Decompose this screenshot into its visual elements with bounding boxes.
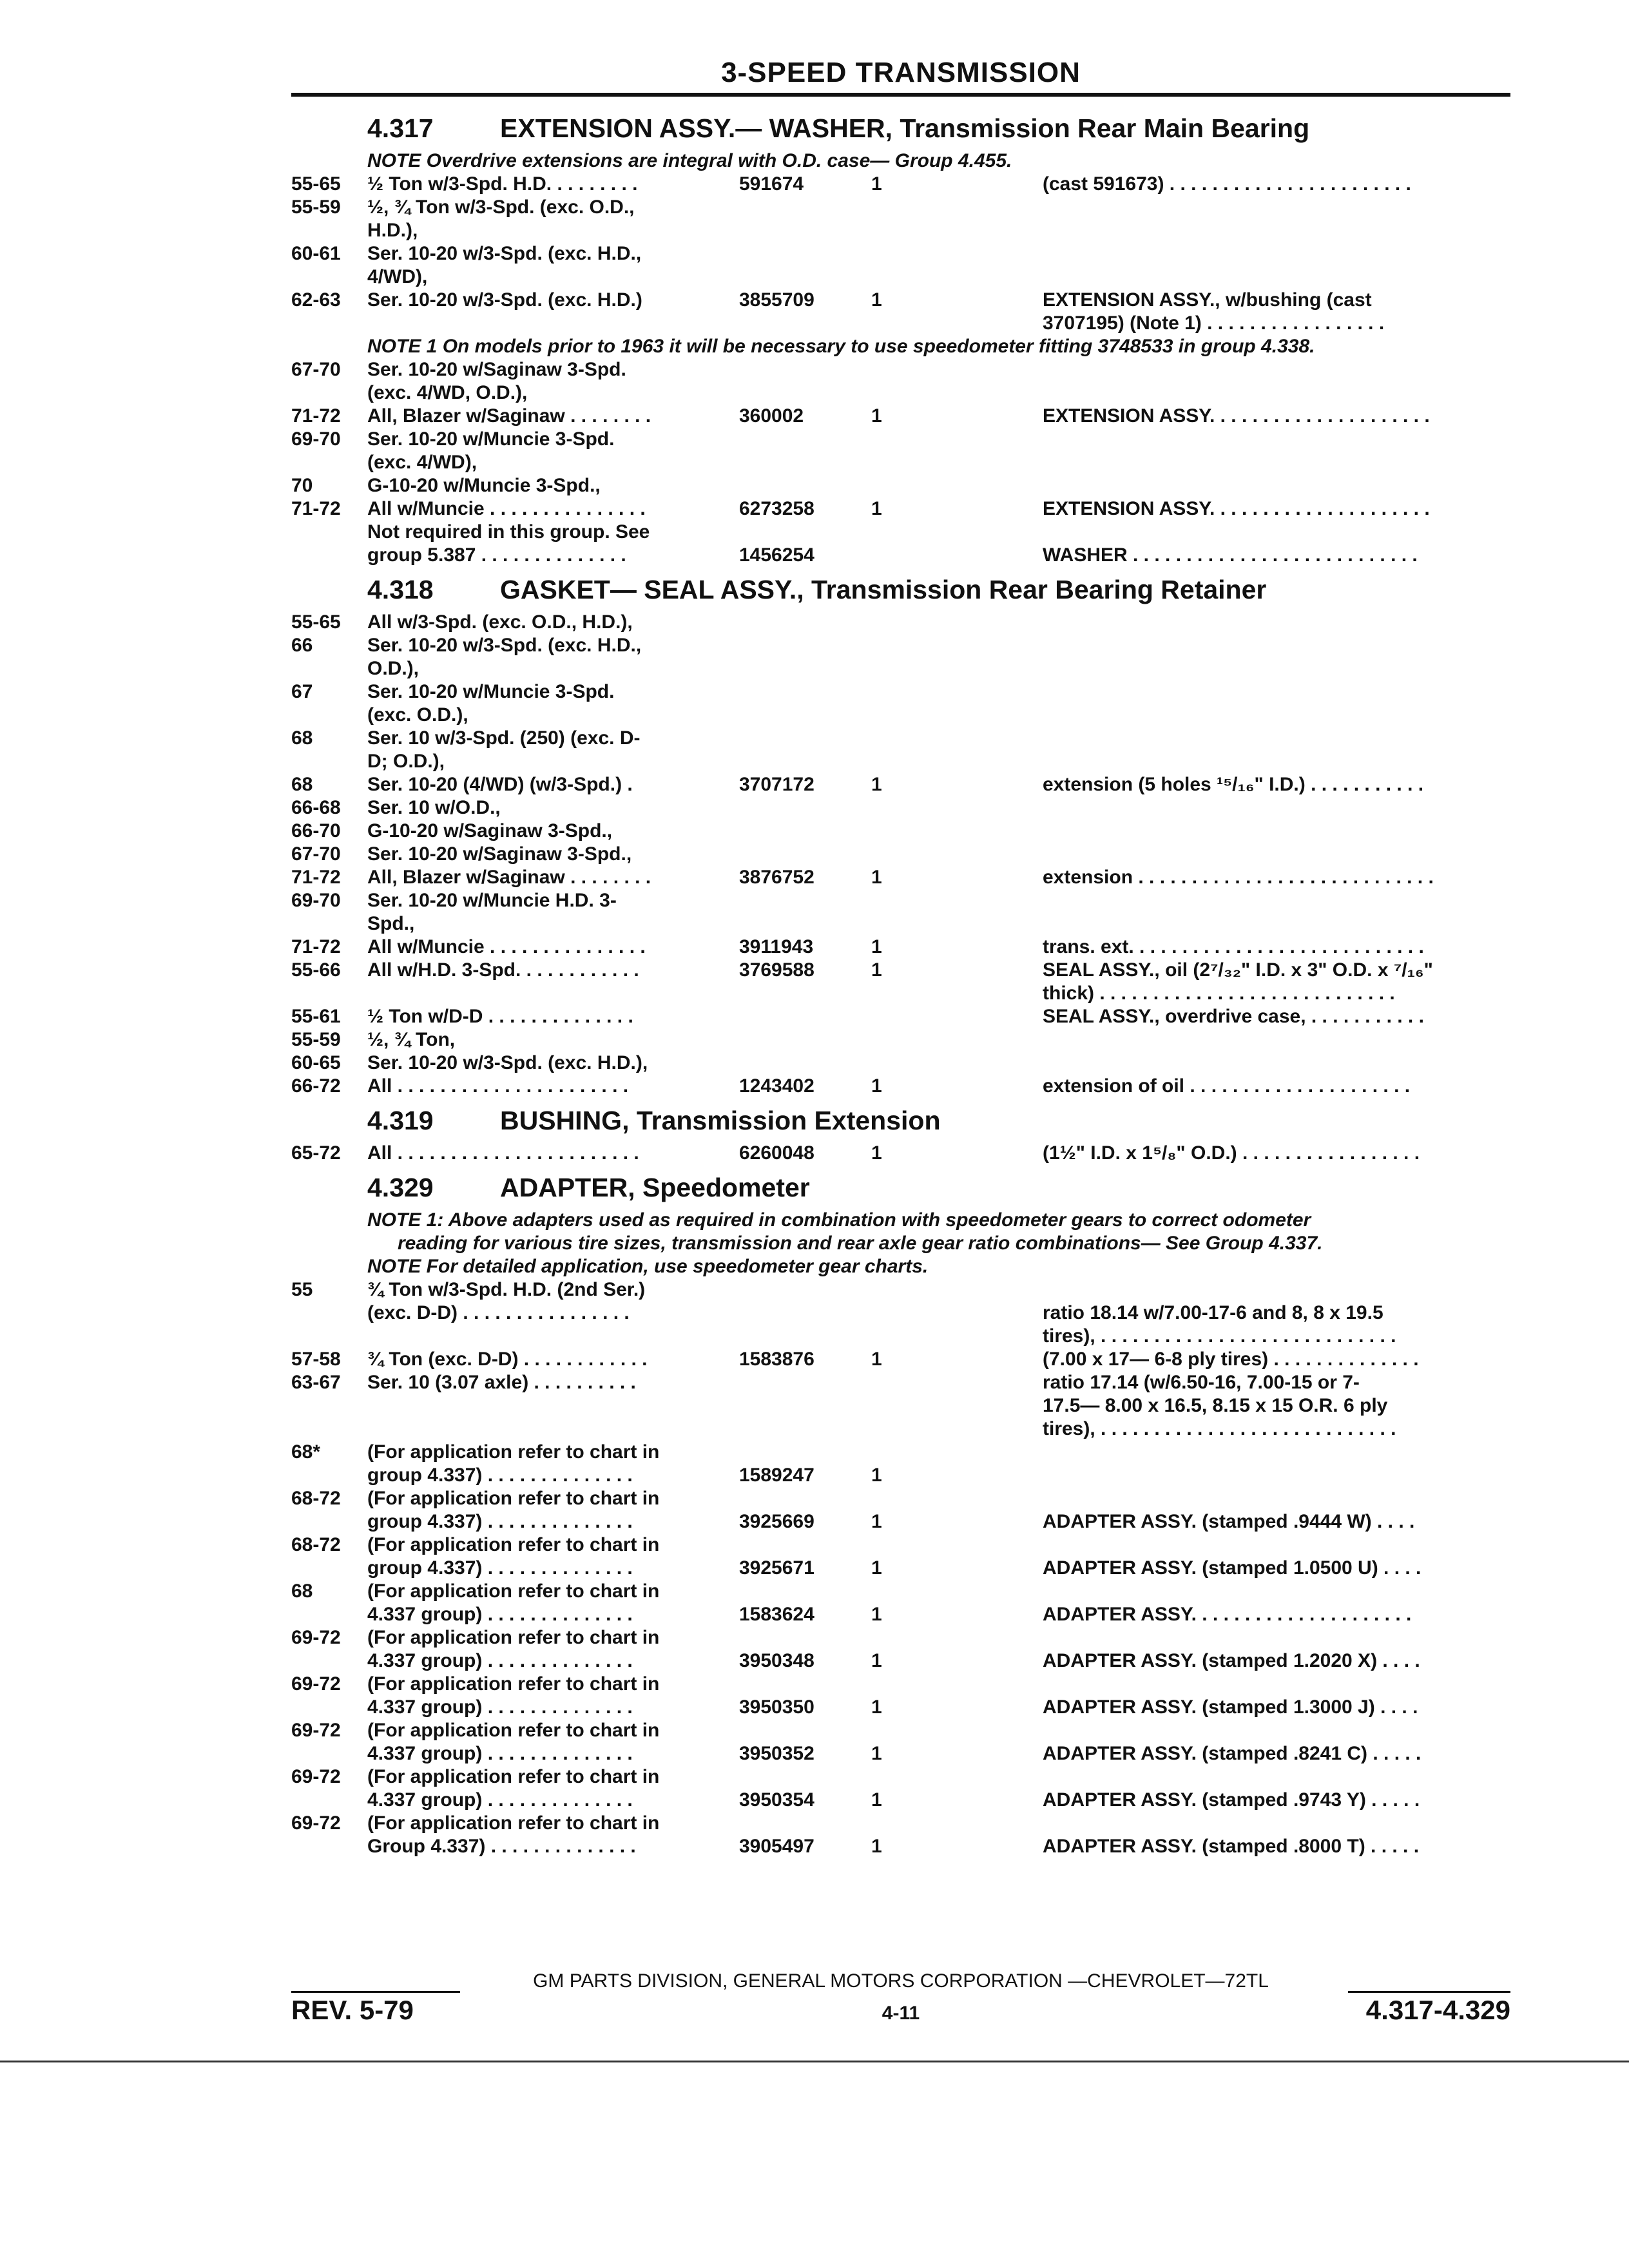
table-row — [291, 866, 1510, 889]
application-text: ½, ¾ Ton, — [367, 1029, 456, 1050]
model-years: 67 — [291, 681, 313, 702]
application-text: All w/Muncie . . . . . . . . . . . . . . . — [367, 936, 646, 957]
application-text: Ser. 10-20 w/3-Spd. (exc. H.D.) — [367, 289, 642, 311]
section-number: 4.329 — [367, 1173, 434, 1202]
part-number: 3876752 — [739, 867, 815, 888]
application-text: ½, ¾ Ton w/3-Spd. (exc. O.D., H.D.), — [367, 197, 635, 241]
application-text: ½ Ton w/3-Spd. H.D. . . . . . . . . — [367, 173, 638, 195]
description: EXTENSION ASSY., w/bushing (cast 3707195) (Note 1) . . . . . . . . . . . . . . . . . — [1043, 289, 1385, 334]
quantity: 1 — [871, 936, 882, 957]
table-row — [291, 1052, 1510, 1075]
model-years: 69-72 — [291, 1627, 341, 1648]
model-years: 62-63 — [291, 289, 341, 311]
model-years: 68-72 — [291, 1534, 341, 1555]
part-number: 1583876 — [739, 1349, 815, 1370]
application-text: ¾ Ton w/3-Spd. H.D. (2nd Ser.) (exc. D-D) . . . . . . . . . . . . . . . . — [367, 1279, 646, 1323]
model-years: 71-72 — [291, 498, 341, 519]
table-row — [291, 289, 1510, 335]
quantity: 1 — [871, 1557, 882, 1579]
table-row — [291, 1673, 1510, 1719]
model-years: 69-72 — [291, 1673, 341, 1695]
table-row — [291, 889, 1510, 936]
table-row — [291, 1765, 1510, 1812]
table-row — [291, 773, 1510, 796]
part-number: 6260048 — [739, 1142, 815, 1164]
model-years: 70 — [291, 475, 313, 496]
application-text: ¾ Ton (exc. D-D) . . . . . . . . . . . . — [367, 1349, 648, 1370]
model-years: 55-66 — [291, 959, 341, 981]
application-text: (For application refer to chart in 4.337 group) . . . . . . . . . . . . . . — [367, 1581, 660, 1625]
model-years: 71-72 — [291, 867, 341, 888]
quantity: 1 — [871, 959, 882, 981]
table-row — [291, 358, 1510, 405]
part-number: 3950352 — [739, 1743, 815, 1764]
table-row — [291, 1812, 1510, 1858]
note-text: NOTE 1 On models prior to 1963 it will be necessary to use speedometer fitting 3748533 in group 4.338. — [367, 336, 1315, 357]
part-number: 1583624 — [739, 1604, 815, 1625]
application-text: Ser. 10-20 w/Muncie 3-Spd. (exc. O.D.), — [367, 681, 615, 726]
application-text: Ser. 10-20 (4/WD) (w/3-Spd.) . — [367, 774, 633, 795]
application-text: ½ Ton w/D-D . . . . . . . . . . . . . . — [367, 1006, 633, 1027]
footer-publisher: GM PARTS DIVISION, GENERAL MOTORS CORPORATION —CHEVROLET—72TL — [533, 1970, 1269, 1992]
part-number: 360002 — [739, 405, 804, 427]
model-years: 55-65 — [291, 173, 341, 195]
application-text: Ser. 10-20 w/3-Spd. (exc. H.D., O.D.), — [367, 635, 642, 679]
table-row — [291, 796, 1510, 820]
table-row — [291, 936, 1510, 959]
footer-revision: REV. 5-79 — [291, 1995, 414, 2025]
description: ADAPTER ASSY. (stamped .8241 C) . . . . . — [1043, 1743, 1422, 1764]
section-heading — [291, 571, 1510, 611]
table-row — [291, 1626, 1510, 1673]
application-text: All, Blazer w/Saginaw . . . . . . . . — [367, 405, 651, 427]
description: extension (5 holes ¹⁵/₁₆" I.D.) . . . . . . . . . . . — [1043, 774, 1424, 795]
application-text: All . . . . . . . . . . . . . . . . . . . . . . — [367, 1075, 629, 1097]
quantity: 1 — [871, 289, 882, 311]
quantity: 1 — [871, 774, 882, 795]
part-number: 3925669 — [739, 1511, 815, 1532]
quantity: 1 — [871, 1075, 882, 1097]
description: trans. ext. . . . . . . . . . . . . . . . . . . . . . . . . . . . — [1043, 936, 1424, 957]
section-title: ADAPTER, Speedometer — [500, 1173, 810, 1202]
part-number: 3769588 — [739, 959, 815, 981]
description: ADAPTER ASSY. . . . . . . . . . . . . . . . . . . . . — [1043, 1604, 1412, 1625]
section-title: GASKET— SEAL ASSY., Transmission Rear Bearing Retainer — [500, 575, 1267, 604]
application-text: Ser. 10-20 w/3-Spd. (exc. H.D.), — [367, 1052, 648, 1073]
table-row — [291, 1075, 1510, 1098]
quantity: 1 — [871, 1696, 882, 1718]
footer-page-number: 4-11 — [882, 2003, 920, 2024]
application-text: (For application refer to chart in group 4.337) . . . . . . . . . . . . . . — [367, 1441, 660, 1486]
part-number: 1456254 — [739, 544, 815, 566]
application-text: Ser. 10-20 w/Muncie 3-Spd. (exc. 4/WD), — [367, 428, 615, 473]
part-number: 591674 — [739, 173, 804, 195]
table-row — [291, 1580, 1510, 1626]
part-number: 1243402 — [739, 1075, 815, 1097]
model-years: 66 — [291, 635, 313, 656]
application-text: (For application refer to chart in Group 4.337) . . . . . . . . . . . . . . — [367, 1812, 660, 1857]
section-title: BUSHING, Transmission Extension — [500, 1106, 941, 1135]
application-text: (For application refer to chart in 4.337 group) . . . . . . . . . . . . . . — [367, 1627, 660, 1671]
description: ratio 17.14 (w/6.50-16, 7.00-15 or 7- 17.5— 8.00 x 16.5, 8.15 x 15 O.R. 6 ply tires), . . . . . . . . . . . . . . . . . . . . . . . . . . . . — [1043, 1372, 1396, 1439]
part-number: 3950348 — [739, 1650, 815, 1671]
part-number: 3911943 — [739, 936, 814, 957]
footer-rule-right — [1348, 1991, 1510, 1993]
application-text: All, Blazer w/Saginaw . . . . . . . . — [367, 867, 651, 888]
quantity: 1 — [871, 405, 882, 427]
application-text: All w/3-Spd. (exc. O.D., H.D.), — [367, 611, 633, 633]
table-row — [291, 1005, 1510, 1028]
model-years: 55-65 — [291, 611, 341, 633]
model-years: 68 — [291, 727, 313, 749]
description: SEAL ASSY., oil (2⁷/₃₂" I.D. x 3" O.D. x ⁷/₁₆" thick) . . . . . . . . . . . . . . . . . . . . . . . . . . . . — [1043, 959, 1433, 1004]
table-row — [291, 428, 1510, 474]
model-years: 67-70 — [291, 843, 341, 865]
quantity: 1 — [871, 1650, 882, 1671]
description: extension . . . . . . . . . . . . . . . . . . . . . . . . . . . . — [1043, 867, 1434, 888]
model-years: 55-61 — [291, 1006, 341, 1027]
description: SEAL ASSY., overdrive case, . . . . . . . . . . . — [1043, 1006, 1424, 1027]
model-years: 57-58 — [291, 1349, 341, 1370]
application-text: (For application refer to chart in 4.337 group) . . . . . . . . . . . . . . — [367, 1720, 660, 1764]
part-number: 3950354 — [739, 1789, 815, 1811]
table-row — [291, 820, 1510, 843]
description: ratio 18.14 w/7.00-17-6 and 8, 8 x 19.5 tires), . . . . . . . . . . . . . . . . . . . . . . . . . . . . — [1043, 1302, 1396, 1347]
description: ADAPTER ASSY. (stamped .9444 W) . . . . — [1043, 1511, 1415, 1532]
application-text: Ser. 10 w/3-Spd. (250) (exc. D- D; O.D.), — [367, 727, 641, 772]
application-text: G-10-20 w/Muncie 3-Spd., — [367, 475, 601, 496]
description: ADAPTER ASSY. (stamped 1.2020 X) . . . . — [1043, 1650, 1420, 1671]
part-number: 1589247 — [739, 1465, 815, 1486]
table-row — [291, 727, 1510, 773]
part-number: 3855709 — [739, 289, 815, 311]
model-years: 66-72 — [291, 1075, 341, 1097]
table-row — [291, 242, 1510, 289]
description: (cast 591673) . . . . . . . . . . . . . . . . . . . . . . . — [1043, 173, 1411, 195]
part-number: 3950350 — [739, 1696, 815, 1718]
table-row — [291, 1533, 1510, 1580]
table-row — [291, 1719, 1510, 1765]
part-number: 6273258 — [739, 498, 815, 519]
model-years: 67-70 — [291, 359, 341, 380]
description: ADAPTER ASSY. (stamped .9743 Y) . . . . . — [1043, 1789, 1420, 1811]
model-years: 69-70 — [291, 890, 341, 911]
footer-section-range: 4.317-4.329 — [1365, 1995, 1510, 2025]
bottom-rule — [0, 2061, 1629, 2062]
table-row — [291, 1348, 1510, 1371]
table-row — [291, 611, 1510, 634]
description: ADAPTER ASSY. (stamped .8000 T) . . . . . — [1043, 1836, 1420, 1857]
model-years: 71-72 — [291, 936, 341, 957]
application-text: Ser. 10-20 w/Muncie H.D. 3- Spd., — [367, 890, 617, 934]
model-years: 65-72 — [291, 1142, 341, 1164]
model-years: 68-72 — [291, 1488, 341, 1509]
model-years: 68* — [291, 1441, 321, 1463]
section-number: 4.318 — [367, 575, 434, 604]
application-text: (For application refer to chart in 4.337 group) . . . . . . . . . . . . . . — [367, 1766, 660, 1811]
quantity: 1 — [871, 498, 882, 519]
part-number: 3707172 — [739, 774, 815, 795]
quantity: 1 — [871, 1142, 882, 1164]
table-row — [291, 474, 1510, 497]
description: EXTENSION ASSY. . . . . . . . . . . . . . . . . . . . . — [1043, 405, 1430, 427]
note-text: NOTE For detailed application, use speedometer gear charts. — [367, 1256, 929, 1277]
model-years: 55-59 — [291, 197, 341, 218]
model-years: 68 — [291, 774, 313, 795]
section-heading — [291, 1169, 1510, 1209]
table-row — [291, 1028, 1510, 1052]
part-number: 3905497 — [739, 1836, 815, 1857]
page-title: 3-SPEED TRANSMISSION — [721, 57, 1081, 88]
catalog-body — [291, 110, 1510, 1862]
application-text: Ser. 10-20 w/3-Spd. (exc. H.D., 4/WD), — [367, 243, 642, 287]
application-text: Ser. 10 w/O.D., — [367, 797, 501, 818]
quantity: 1 — [871, 173, 882, 195]
model-years: 60-65 — [291, 1052, 341, 1073]
description: (7.00 x 17— 6-8 ply tires) . . . . . . . . . . . . . . — [1043, 1349, 1419, 1370]
application-text: All . . . . . . . . . . . . . . . . . . . . . . . — [367, 1142, 639, 1164]
model-years: 69-72 — [291, 1766, 341, 1787]
note-text: reading for various tire sizes, transmission and rear axle gear ratio combinations— See Group 4.337. — [398, 1233, 1323, 1254]
application-text: (For application refer to chart in group 4.337) . . . . . . . . . . . . . . — [367, 1534, 660, 1579]
model-years: 66-68 — [291, 797, 341, 818]
quantity: 1 — [871, 1511, 882, 1532]
table-row — [291, 680, 1510, 727]
table-row — [291, 521, 1510, 567]
model-years: 63-67 — [291, 1372, 341, 1393]
model-years: 69-72 — [291, 1720, 341, 1741]
description: (1½" I.D. x 1⁵/₈" O.D.) . . . . . . . . . . . . . . . . . — [1043, 1142, 1420, 1164]
model-years: 66-70 — [291, 820, 341, 841]
section-heading — [291, 110, 1510, 149]
table-row — [291, 634, 1510, 680]
table-row — [291, 1441, 1510, 1487]
note-text: NOTE 1: Above adapters used as required in combination with speedometer gears to correct odometer — [367, 1209, 1311, 1231]
application-text: Not required in this group. See group 5.387 . . . . . . . . . . . . . . — [367, 521, 650, 566]
table-row — [291, 196, 1510, 242]
table-row — [291, 1371, 1510, 1441]
application-text: (For application refer to chart in group 4.337) . . . . . . . . . . . . . . — [367, 1488, 660, 1532]
description: extension of oil . . . . . . . . . . . . . . . . . . . . . — [1043, 1075, 1411, 1097]
model-years: 69-72 — [291, 1812, 341, 1834]
application-text: All w/Muncie . . . . . . . . . . . . . . . — [367, 498, 646, 519]
quantity: 1 — [871, 1789, 882, 1811]
table-row — [291, 843, 1510, 866]
model-years: 71-72 — [291, 405, 341, 427]
table-row — [291, 1142, 1510, 1165]
quantity: 1 — [871, 867, 882, 888]
header-rule — [291, 93, 1510, 97]
quantity: 1 — [871, 1349, 882, 1370]
model-years: 69-70 — [291, 428, 341, 450]
description: EXTENSION ASSY. . . . . . . . . . . . . . . . . . . . . — [1043, 498, 1430, 519]
note-text: NOTE Overdrive extensions are integral with O.D. case— Group 4.455. — [367, 150, 1012, 171]
model-years: 55 — [291, 1279, 313, 1300]
application-text: All w/H.D. 3-Spd. . . . . . . . . . . . — [367, 959, 639, 981]
table-row — [291, 959, 1510, 1005]
section-title: EXTENSION ASSY.— WASHER, Transmission Rear Main Bearing — [500, 113, 1310, 143]
section-heading — [291, 1102, 1510, 1142]
table-row — [291, 497, 1510, 521]
application-text: Ser. 10-20 w/Saginaw 3-Spd. (exc. 4/WD, O.D.), — [367, 359, 626, 403]
table-row — [291, 1487, 1510, 1533]
section-number: 4.317 — [367, 113, 434, 143]
quantity: 1 — [871, 1743, 882, 1764]
quantity: 1 — [871, 1604, 882, 1625]
model-years: 68 — [291, 1581, 313, 1602]
quantity: 1 — [871, 1465, 882, 1486]
application-text: (For application refer to chart in 4.337 group) . . . . . . . . . . . . . . — [367, 1673, 660, 1718]
part-number: 3925671 — [739, 1557, 815, 1579]
description: WASHER . . . . . . . . . . . . . . . . . . . . . . . . . . . — [1043, 544, 1418, 566]
quantity: 1 — [871, 1836, 882, 1857]
model-years: 60-61 — [291, 243, 341, 264]
table-row — [291, 405, 1510, 428]
section-number: 4.319 — [367, 1106, 434, 1135]
table-row — [291, 173, 1510, 196]
application-text: G-10-20 w/Saginaw 3-Spd., — [367, 820, 613, 841]
model-years: 55-59 — [291, 1029, 341, 1050]
description: ADAPTER ASSY. (stamped 1.3000 J) . . . . — [1043, 1696, 1418, 1718]
description: ADAPTER ASSY. (stamped 1.0500 U) . . . . — [1043, 1557, 1422, 1579]
application-text: Ser. 10-20 w/Saginaw 3-Spd., — [367, 843, 632, 865]
application-text: Ser. 10 (3.07 axle) . . . . . . . . . . — [367, 1372, 636, 1393]
table-row — [291, 1278, 1510, 1348]
